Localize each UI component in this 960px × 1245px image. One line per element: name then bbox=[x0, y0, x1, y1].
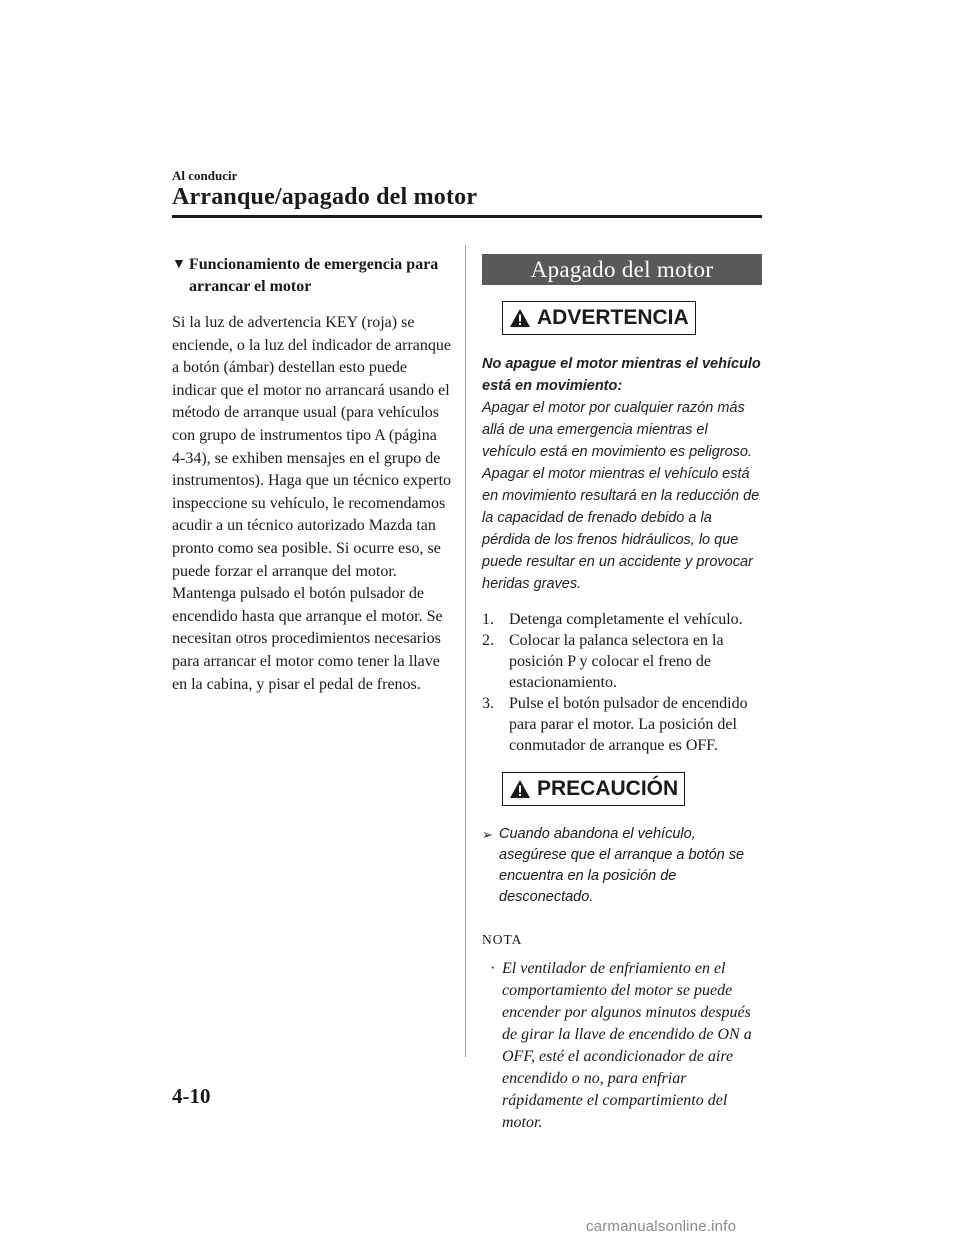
warning-heading: No apague el motor mientras el vehículo está en movimiento: bbox=[482, 356, 761, 394]
warning-triangle-icon bbox=[509, 308, 531, 328]
emergency-paragraph: Si la luz de advertencia KEY (roja) se enciende, o la luz del indicador de arranque a botón (ámbar) destellan esto puede indicar que el motor no arrancará usando el método de arranque usual (para vehículos con grupo de instrumentos tipo A (página 4-34), se exhiben mensajes en el grupo de instrumentos). Haga que un técnico experto inspeccione su vehículo, le recomendamos acudir a un técnico autorizado Mazda tan pronto como sea posible. Si ocurre eso, se puede forzar el arranque del motor. Mantenga pulsado el botón pulsador de encendido hasta que arranque el motor. Se necesitan otros procedimientos necesarios para arrancar el motor como tener la llave en la cabina, y pisar el pedal de frenos. bbox=[172, 314, 452, 693]
steps-list bbox=[482, 609, 762, 756]
right-column bbox=[482, 254, 762, 1134]
watermark: carmanualsonline.info bbox=[586, 1218, 737, 1235]
caution-item bbox=[482, 824, 762, 908]
section-banner: Apagado del motor bbox=[482, 254, 762, 285]
arrow-right-icon: ➢ bbox=[482, 827, 493, 842]
step-item bbox=[482, 693, 762, 756]
warning-body: Apagar el motor por cualquier razón más allá de una emergencia mientras el vehículo está en movimiento es peligroso. Apagar el motor mientras el vehículo está en movimiento resultará en la reducción de la capacidad de frenado debido a la pérdida de los frenos hidráulicos, lo que puede resultar en un accidente y provocar heridas graves. bbox=[482, 400, 760, 592]
note-item bbox=[482, 958, 762, 1134]
note-text: El ventilador de enfriamiento en el comportamiento del motor se puede encender por algunos minutos después de girar la llave de encendido de ON a OFF, esté el acondicionador de aire encendido o no, para enfriar rápidamente el compartimiento del motor. bbox=[502, 960, 752, 1131]
caution-label: PRECAUCIÓN bbox=[537, 777, 679, 800]
caution-box bbox=[502, 772, 685, 806]
column-divider bbox=[465, 245, 466, 1057]
page-number: 4-10 bbox=[172, 1084, 211, 1108]
note-label: NOTA bbox=[482, 932, 523, 947]
subheading-text: Funcionamiento de emergencia para arrancar el motor bbox=[189, 256, 439, 295]
caution-text: Cuando abandona el vehículo, asegúrese que el arranque a botón se encuentra en la posición de desconectado. bbox=[499, 826, 745, 905]
step-item bbox=[482, 609, 762, 630]
step-number: 1. bbox=[482, 611, 494, 628]
left-column bbox=[172, 254, 452, 696]
header-rule bbox=[172, 215, 762, 218]
subheading bbox=[172, 254, 452, 298]
step-text: Pulse el botón pulsador de encendido para parar el motor. La posición del conmutador de arranque es OFF. bbox=[509, 695, 748, 754]
warning-triangle-icon bbox=[509, 779, 531, 799]
step-text: Colocar la palanca selectora en la posición P y colocar el freno de estacionamiento. bbox=[509, 632, 724, 691]
step-text: Detenga completamente el vehículo. bbox=[509, 611, 743, 628]
section-label: Al conducir bbox=[172, 168, 238, 183]
warning-label: ADVERTENCIA bbox=[537, 306, 689, 329]
step-number: 2. bbox=[482, 632, 494, 649]
step-item bbox=[482, 630, 762, 693]
warning-text bbox=[482, 353, 762, 595]
page-title: Arranque/apagado del motor bbox=[172, 184, 478, 210]
bullet-icon: · bbox=[490, 960, 496, 977]
warning-box bbox=[502, 301, 696, 335]
triangle-down-icon: ▼ bbox=[172, 257, 186, 272]
step-number: 3. bbox=[482, 695, 494, 712]
